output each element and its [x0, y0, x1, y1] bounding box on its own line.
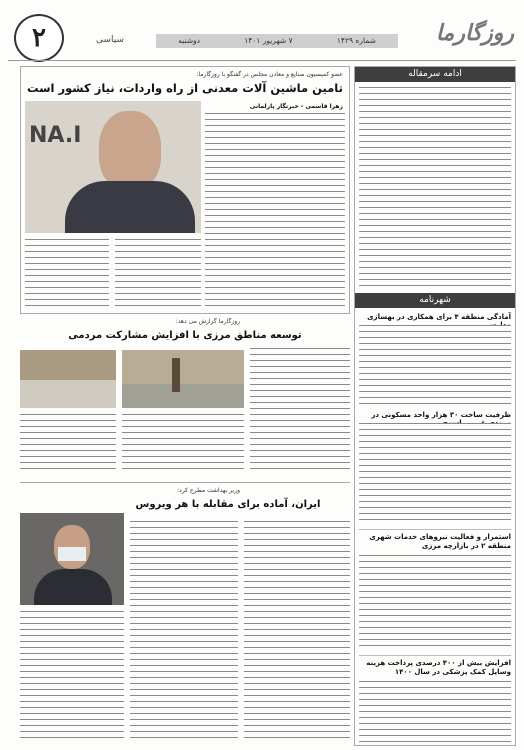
- page-number: ۲: [14, 14, 64, 62]
- story2-photo-1: [122, 350, 244, 408]
- issue-number: شماره ۱۴۲۹: [336, 36, 376, 45]
- photo-sacks: [20, 380, 116, 408]
- lead-text-col3: [25, 239, 109, 309]
- city-news-heading: شهرنامه: [355, 293, 515, 308]
- divider: [359, 655, 511, 656]
- right-column: [354, 66, 516, 746]
- story-3: [20, 482, 350, 746]
- minister-mask: [58, 547, 86, 561]
- story3-text-mid: [130, 521, 238, 743]
- issue-day: دوشنبه: [178, 36, 200, 45]
- news3-title: استمرار و فعالیت نیروهای خدمات شهری منطقه ۲ در بازارچه مرزی: [369, 533, 511, 550]
- lead-kicker: عضو کمیسیون صنایع و معادن مجلس در گفتگو با روزگارما:: [196, 71, 343, 78]
- lead-text-col2: [115, 239, 201, 309]
- news2-text: [359, 423, 511, 525]
- news2-title: ظرفیت ساخت ۳۰ هزار واحد مسکونی در: [371, 411, 511, 419]
- section-name: سیاسی: [95, 35, 125, 45]
- news4-text: [359, 681, 511, 743]
- lead-photo: [25, 101, 201, 233]
- lead-text-col1: [205, 113, 345, 309]
- story2-text-right: [250, 348, 350, 472]
- story2-text-left: [20, 414, 116, 472]
- person-suit: [65, 181, 195, 233]
- divider: [359, 529, 511, 530]
- story3-photo: [20, 513, 124, 605]
- photo-sign-text: NA.I: [29, 123, 82, 148]
- news1-title: آمادگی منطقه ۴ برای همکاری در بهسازی: [367, 313, 511, 321]
- story2-text-mid: [122, 414, 244, 472]
- header-rule: [8, 60, 516, 61]
- newspaper-logo: روزگارما: [435, 20, 514, 46]
- date-bar: [156, 34, 398, 48]
- lead-byline: زهرا قاسمی - خبرنگار پارلمانی: [249, 103, 343, 110]
- news4-title: افزایش بیش از ۴۰۰ درصدی پرداخت هزینه وسایل کمک پزشکی در سال ۱۴۰۰: [366, 659, 511, 676]
- photo-figure: [172, 358, 180, 392]
- news1-text: [359, 325, 511, 405]
- lead-title: تامین ماشین آلات معدنی از راه واردات، نیاز کشور است: [27, 81, 343, 95]
- story3-text-right: [244, 521, 350, 743]
- editorial-continued-heading: ادامه سرمقاله: [355, 67, 515, 82]
- lead-story: [20, 66, 350, 314]
- story3-kicker: وزیر بهداشت مطرح کرد:: [177, 487, 240, 494]
- masthead: [8, 10, 518, 60]
- photo-ground: [122, 384, 244, 408]
- story2-title: توسعه مناطق مرزی با افزایش مشارکت مردمی: [68, 330, 302, 341]
- editorial-continued-text: [359, 87, 511, 287]
- issue-date: ۷ شهریور ۱۴۰۱: [244, 36, 293, 45]
- news3-text: [359, 555, 511, 651]
- story2-photo-2: [20, 350, 116, 408]
- person-head: [99, 111, 161, 189]
- minister-suit: [34, 569, 112, 605]
- story-2: [20, 318, 350, 476]
- story3-text-left: [20, 611, 124, 743]
- story2-kicker: روزگارما گزارش می دهد:: [175, 318, 240, 325]
- story3-title: ایران، آماده برای مقابله با هر ویروس: [135, 499, 321, 510]
